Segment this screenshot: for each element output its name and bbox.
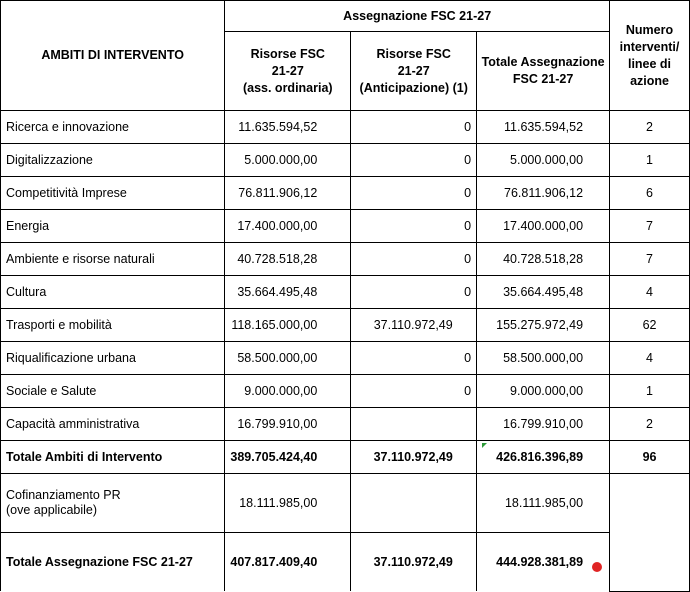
ordinaria-value: 76.811.906,12 [225,177,351,210]
numero-header-line: azione [630,73,669,88]
numero-header-line: linee di [627,56,672,71]
ambito-label: Energia [1,210,225,243]
numero-value: 4 [610,276,690,309]
anticipazione-header [351,32,477,111]
cofinanziamento-label-line: Cofinanziamento PR [6,488,121,502]
ambito-label: Sociale e Salute [1,375,225,408]
ordinaria-value: 5.000.000,00 [225,144,351,177]
totale-value: 16.799.910,00 [477,408,610,441]
anticipazione-value: 0 [351,177,477,210]
cofinanziamento-row [1,474,690,533]
table-row [1,375,690,408]
cofinanziamento-numero [610,474,690,592]
totale-value: 155.275.972,49 [477,309,610,342]
cofinanziamento-label-line: (ove applicabile) [6,503,98,517]
totale-assegnazione-ordinaria: 407.817.409,40 [225,533,351,592]
totale-assegnazione-label: Totale Assegnazione FSC 21-27 [1,533,225,592]
totale-value: 40.728.518,28 [477,243,610,276]
totale-header-line: Totale Assegnazione [481,55,605,69]
table-row [1,144,690,177]
numero-value: 2 [610,111,690,144]
totale-value: 9.000.000,00 [477,375,610,408]
totale-ambiti-totale: 426.816.396,89 [477,441,610,474]
ambiti-header: AMBITI DI INTERVENTO [1,1,225,111]
ordinaria-value: 35.664.495,48 [225,276,351,309]
ambito-label: Ricerca e innovazione [1,111,225,144]
ambito-label: Capacità amministrativa [1,408,225,441]
ordinaria-value: 11.635.594,52 [225,111,351,144]
numero-value: 2 [610,408,690,441]
numero-value: 62 [610,309,690,342]
numero-header-line: Numero [625,22,674,37]
ambito-label: Cultura [1,276,225,309]
numero-value: 1 [610,144,690,177]
numero-value: 6 [610,177,690,210]
totale-ambiti-ordinaria: 389.705.424,40 [225,441,351,474]
anticipazione-value: 0 [351,276,477,309]
ordinaria-value: 40.728.518,28 [225,243,351,276]
table-row [1,276,690,309]
anticipazione-value: 0 [351,243,477,276]
red-dot-marker [592,562,602,572]
anticipazione-header-line: 21-27 [397,63,430,78]
anticipazione-value: 0 [351,210,477,243]
anticipazione-value: 0 [351,111,477,144]
anticipazione-value: 0 [351,375,477,408]
totale-header-line: FSC 21-27 [512,72,574,86]
totale-value: 58.500.000,00 [477,342,610,375]
ambito-label: Trasporti e mobilità [1,309,225,342]
numero-value: 7 [610,243,690,276]
ambito-label: Competitività Imprese [1,177,225,210]
ordinaria-header-line: 21-27 [271,63,304,78]
totale-assegnazione-totale: 444.928.381,89 [477,533,610,592]
totale-assegnazione-row [1,533,690,592]
numero-value: 7 [610,210,690,243]
ambito-label: Riqualificazione urbana [1,342,225,375]
totale-ambiti-row [1,441,690,474]
anticipazione-header-line: (Anticipazione) (1) [359,80,468,95]
cofinanziamento-totale: 18.111.985,00 [477,474,610,533]
anticipazione-header-line: Risorse FSC [376,46,451,61]
ordinaria-value: 17.400.000,00 [225,210,351,243]
table-row [1,342,690,375]
cofinanziamento-label [1,474,225,533]
ordinaria-value: 9.000.000,00 [225,375,351,408]
cofinanziamento-ordinaria: 18.111.985,00 [225,474,351,533]
totale-ambiti-anticipazione: 37.110.972,49 [351,441,477,474]
numero-header-line: interventi/ [619,39,680,54]
numero-header [610,1,690,111]
anticipazione-value: 0 [351,342,477,375]
ordinaria-header [225,32,351,111]
totale-ambiti-numero: 96 [610,441,690,474]
totale-assegnazione-anticipazione: 37.110.972,49 [351,533,477,592]
totale-value: 35.664.495,48 [477,276,610,309]
table-row [1,111,690,144]
table-row [1,309,690,342]
table-row [1,177,690,210]
ordinaria-header-line: Risorse FSC [250,46,325,61]
ordinaria-header-line: (ass. ordinaria) [242,80,333,95]
cofinanziamento-anticipazione [351,474,477,533]
totale-value: 17.400.000,00 [477,210,610,243]
ordinaria-value: 16.799.910,00 [225,408,351,441]
table-row [1,408,690,441]
table-row [1,243,690,276]
totale-ambiti-label: Totale Ambiti di Intervento [1,441,225,474]
anticipazione-value: 37.110.972,49 [351,309,477,342]
anticipazione-value: 0 [351,144,477,177]
ordinaria-value: 58.500.000,00 [225,342,351,375]
anticipazione-value [351,408,477,441]
table-row [1,210,690,243]
comment-marker [482,443,487,448]
totale-value: 76.811.906,12 [477,177,610,210]
totale-value: 5.000.000,00 [477,144,610,177]
ambito-label: Digitalizzazione [1,144,225,177]
numero-value: 4 [610,342,690,375]
totale-value: 11.635.594,52 [477,111,610,144]
numero-value: 1 [610,375,690,408]
group-header: Assegnazione FSC 21-27 [225,1,610,32]
ambito-label: Ambiente e risorse naturali [1,243,225,276]
totale-header [477,32,610,111]
ordinaria-value: 118.165.000,00 [225,309,351,342]
